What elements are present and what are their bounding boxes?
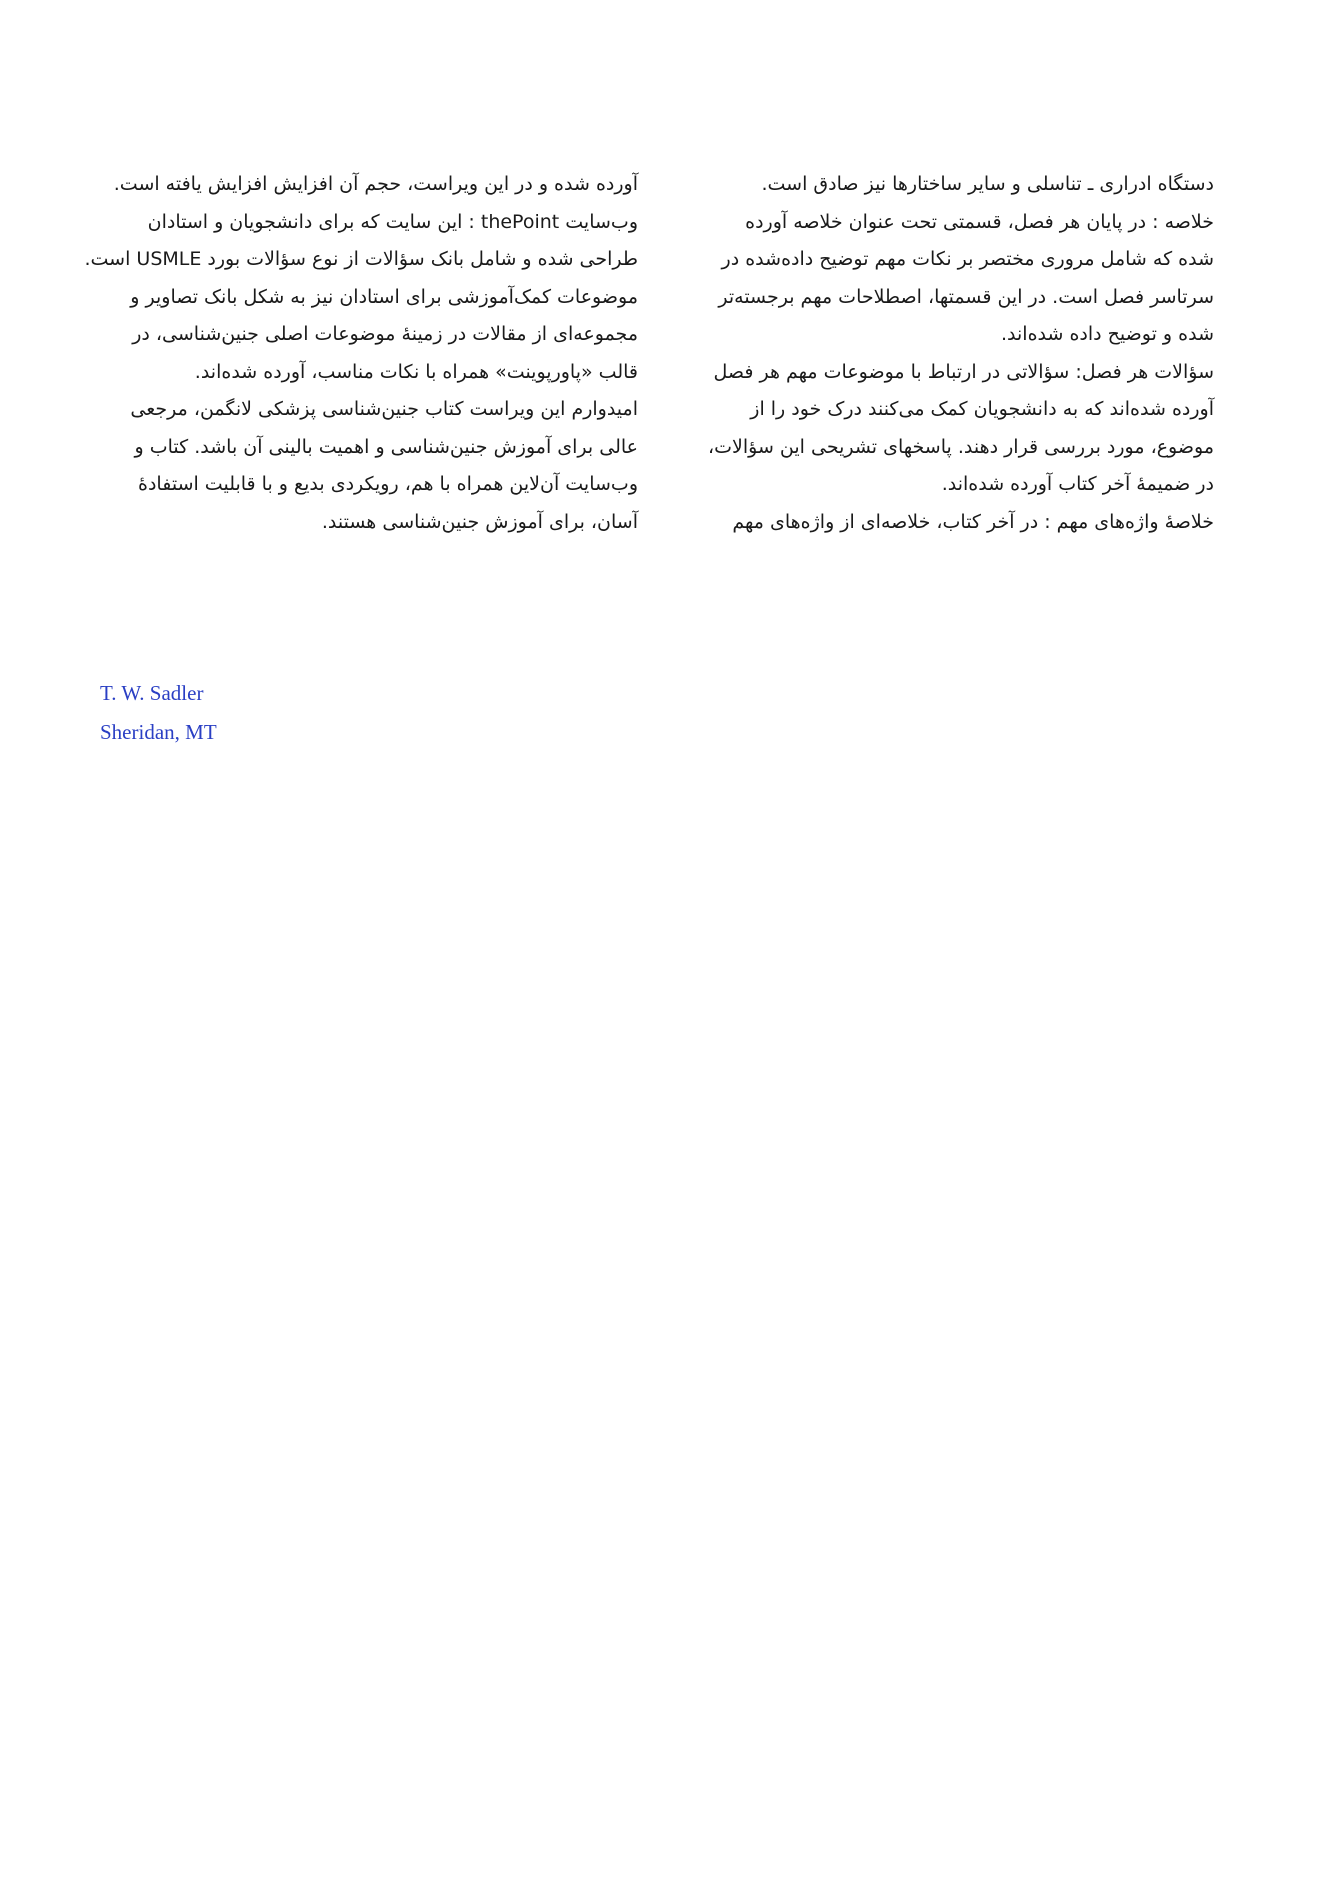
- paragraph-line: دستگاه ادراری ـ تناسلی و سایر ساختارها نیز صادق است.: [761, 173, 1214, 195]
- author-signature: [100, 674, 217, 752]
- paragraph-line: وب‌سایت آن‌لاین همراه با هم، رویکردی بدیع و با قابلیت استفادهٔ: [138, 473, 638, 495]
- paragraph-line: شده که شامل مروری مختصر بر نکات مهم توضیح داده‌شده در: [721, 248, 1214, 270]
- author-location: Sheridan, MT: [100, 720, 217, 744]
- paragraph-line: خلاصهٔ واژه‌های مهم : در آخر کتاب، خلاصه‌ای از واژه‌های مهم: [732, 510, 1214, 533]
- paragraph-line: آورده شده و در این ویراست، حجم آن افزایش افزایش یافته است.: [113, 173, 638, 195]
- paragraph-line: سؤالات هر فصل: سؤالاتی در ارتباط با موضوعات مهم هر فصل: [713, 360, 1214, 383]
- paragraph-line: مجموعه‌ای از مقالات در زمینهٔ موضوعات اصلی جنین‌شناسی، در: [132, 323, 638, 345]
- paragraph-line: وب‌سایت thePoint : این سایت که برای دانشجویان و استادان: [147, 210, 638, 233]
- paragraph-line: موضوع، مورد بررسی قرار دهند. پاسخهای تشریحی این سؤالات،: [708, 435, 1214, 458]
- paragraph-line: موضوعات کمک‌آموزشی برای استادان نیز به شکل بانک تصاویر و: [130, 285, 638, 308]
- left-text-column: [84, 166, 638, 541]
- right-text-column: [676, 166, 1214, 541]
- paragraph-line: در ضمیمهٔ آخر کتاب آورده شده‌اند.: [941, 473, 1214, 495]
- paragraph-line: آورده شده‌اند که به دانشجویان کمک می‌کنند درک خود را از: [750, 398, 1214, 420]
- author-name: T. W. Sadler: [100, 681, 204, 705]
- paragraph-line: عالی برای آموزش جنین‌شناسی و اهمیت بالینی آن باشد. کتاب و: [134, 435, 638, 458]
- paragraph-line: طراحی شده و شامل بانک سؤالات از نوع سؤالات بورد USMLE است.: [84, 248, 638, 270]
- paragraph-line: امیدوارم این ویراست کتاب جنین‌شناسی پزشکی لانگمن، مرجعی: [130, 398, 638, 420]
- paragraph-line: سرتاسر فصل است. در این قسمتها، اصطلاحات مهم برجسته‌تر: [718, 285, 1214, 308]
- paragraph-line: آسان، برای آموزش جنین‌شناسی هستند.: [321, 510, 638, 533]
- paragraph-line: قالب «پاورپوینت» همراه با نکات مناسب، آورده شده‌اند.: [194, 360, 638, 383]
- paragraph-line: خلاصه : در پایان هر فصل، قسمتی تحت عنوان خلاصه آورده: [745, 210, 1214, 233]
- paragraph-line: شده و توضیح داده شده‌اند.: [1001, 323, 1214, 345]
